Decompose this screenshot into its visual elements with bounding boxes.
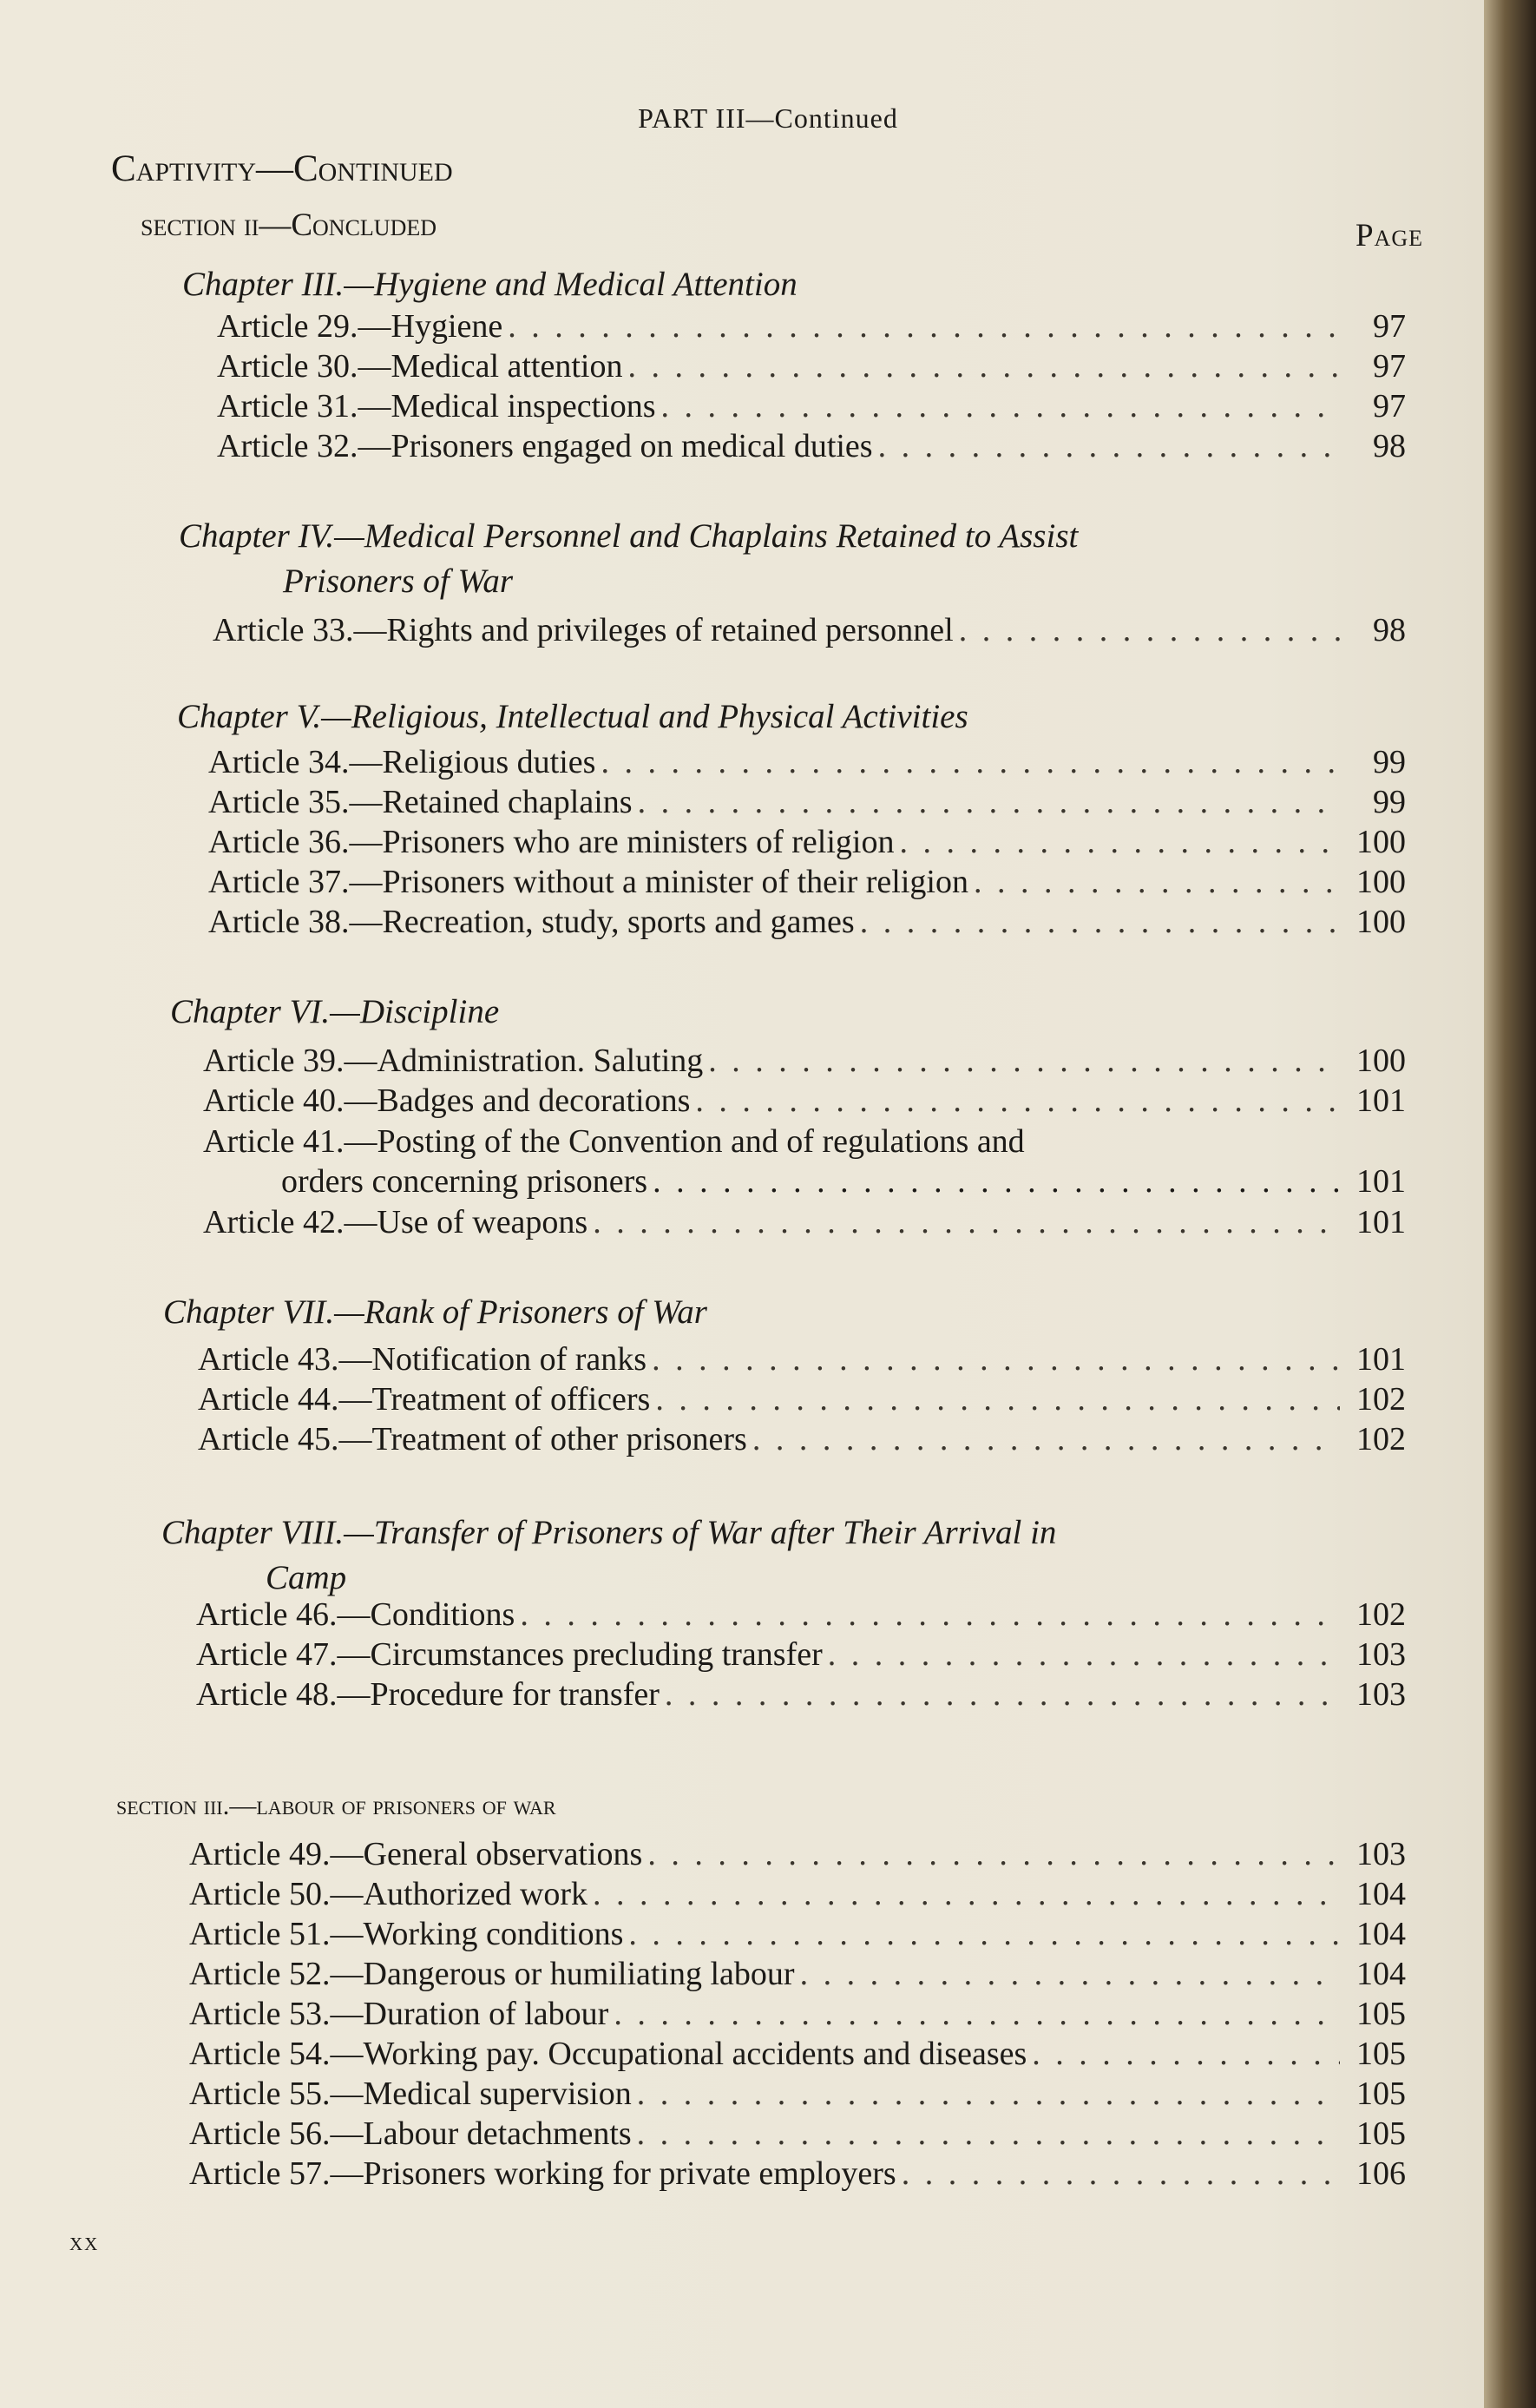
toc-entry[interactable]	[208, 823, 1406, 863]
entry-label: Article 31.—Medical inspections	[217, 388, 656, 424]
leader-dots	[508, 307, 1340, 345]
entry-page: 100	[1356, 1043, 1406, 1079]
toc-entry[interactable]	[208, 863, 1406, 903]
entry-label: Article 40.—Badges and decorations	[203, 1082, 691, 1119]
toc-entry[interactable]	[213, 611, 1406, 651]
toc-entry[interactable]	[217, 427, 1406, 467]
entry-page: 99	[1373, 744, 1406, 780]
entry-page: 101	[1356, 1163, 1406, 1200]
entry-label: Article 48.—Procedure for transfer	[196, 1676, 660, 1713]
chapter-heading: Chapter VI.—Discipline	[170, 993, 500, 1030]
toc-entry[interactable]	[203, 1203, 1406, 1243]
entry-page: 102	[1356, 1421, 1406, 1457]
toc-entry[interactable]	[189, 1915, 1406, 1955]
entry-page: 101	[1356, 1082, 1406, 1119]
entry-label: Article 32.—Prisoners engaged on medical duties	[217, 428, 873, 464]
page-folio: xx	[69, 2227, 100, 2256]
entry-page: 97	[1373, 308, 1406, 345]
chapter-heading	[161, 1510, 1056, 1601]
entry-page: 104	[1356, 1916, 1406, 1952]
leader-dots	[665, 1675, 1340, 1714]
leader-dots	[637, 2075, 1340, 2113]
leader-dots	[974, 863, 1340, 901]
leader-dots	[638, 783, 1340, 821]
entry-label: Article 36.—Prisoners who are ministers of religion	[208, 824, 895, 860]
entry-page: 97	[1373, 388, 1406, 424]
entry-page: 98	[1373, 428, 1406, 464]
toc-entry[interactable]	[189, 1995, 1406, 2035]
leader-dots	[899, 823, 1340, 861]
book-spine	[1484, 0, 1536, 2408]
entry-page: 102	[1356, 1596, 1406, 1633]
leader-dots	[614, 1995, 1340, 2033]
leader-dots	[593, 1203, 1340, 1241]
leader-dots	[652, 1340, 1340, 1378]
entry-label: Article 42.—Use of weapons	[203, 1204, 588, 1240]
entry-label: Article 39.—Administration. Saluting	[203, 1043, 704, 1079]
entry-label: Article 53.—Duration of labour	[189, 1996, 609, 2032]
toc-entry[interactable]	[208, 783, 1406, 823]
toc-entry[interactable]	[217, 347, 1406, 387]
toc-entry[interactable]	[217, 387, 1406, 427]
entry-label: Article 33.—Rights and privileges of retained personnel	[213, 612, 954, 648]
entry-label: Article 45.—Treatment of other prisoners	[198, 1421, 747, 1457]
entry-page: 100	[1356, 864, 1406, 900]
entry-label: Article 34.—Religious duties	[208, 744, 596, 780]
toc-entry[interactable]	[203, 1082, 1406, 1122]
chapter-title-continued: Prisoners of War	[283, 563, 514, 600]
toc-entry[interactable]	[189, 2075, 1406, 2115]
entry-label: Article 57.—Prisoners working for private employers	[189, 2155, 896, 2192]
toc-entry[interactable]	[189, 2115, 1406, 2155]
entry-label: Article 29.—Hygiene	[217, 308, 503, 345]
section-iii-heading: section iii.—labour of prisoners of war	[116, 1790, 556, 1820]
toc-entry[interactable]	[203, 1042, 1406, 1082]
chapter-heading	[179, 514, 1078, 604]
toc-entry[interactable]	[189, 1835, 1406, 1875]
leader-dots	[708, 1042, 1340, 1080]
entry-page: 103	[1356, 1676, 1406, 1713]
leader-dots	[520, 1595, 1340, 1634]
toc-entry[interactable]	[189, 2155, 1406, 2194]
entry-page: 101	[1356, 1341, 1406, 1378]
leader-dots	[628, 1915, 1340, 1953]
toc-entry[interactable]	[198, 1380, 1406, 1420]
entry-page: 105	[1356, 2076, 1406, 2112]
toc-entry[interactable]	[198, 1420, 1406, 1460]
entry-page: 98	[1373, 612, 1406, 648]
entry-label: Article 47.—Circumstances precluding transfer	[196, 1636, 823, 1673]
entry-label: Article 51.—Working conditions	[189, 1916, 624, 1952]
toc-entry[interactable]	[196, 1635, 1406, 1675]
leader-dots	[695, 1082, 1340, 1120]
leader-dots	[647, 1835, 1340, 1873]
entry-label: Article 35.—Retained chaplains	[208, 784, 633, 820]
toc-entry[interactable]	[196, 1595, 1406, 1635]
leader-dots	[959, 611, 1340, 649]
entry-page: 100	[1356, 904, 1406, 940]
toc-entry[interactable]	[189, 2035, 1406, 2075]
toc-entry[interactable]	[208, 743, 1406, 783]
leader-dots	[593, 1875, 1340, 1913]
chapter-title: Chapter VIII.—Transfer of Prisoners of War after Their Arrival in	[161, 1514, 1057, 1551]
entry-label: Article 30.—Medical attention	[217, 348, 623, 385]
toc-entry[interactable]	[217, 307, 1406, 347]
entry-page: 104	[1356, 1876, 1406, 1912]
entry-label: Article 38.—Recreation, study, sports and games	[208, 904, 855, 940]
leader-dots	[878, 427, 1340, 465]
toc-entry[interactable]	[198, 1340, 1406, 1380]
entry-page: 105	[1356, 1996, 1406, 2032]
toc-entry[interactable]	[189, 1955, 1406, 1995]
leader-dots	[601, 743, 1340, 781]
part-heading: Captivity—Continued	[111, 148, 453, 189]
entry-label-continued: orders concerning prisoners	[281, 1163, 648, 1200]
toc-entry[interactable]	[189, 1875, 1406, 1915]
toc-entry[interactable]	[203, 1122, 1406, 1201]
toc-entry[interactable]	[196, 1675, 1406, 1715]
entry-page: 103	[1356, 1636, 1406, 1673]
entry-page: 101	[1356, 1204, 1406, 1240]
part-title: PART III—Continued	[638, 102, 898, 134]
entry-page: 104	[1356, 1956, 1406, 1992]
toc-entry[interactable]	[208, 903, 1406, 943]
entry-label: Article 52.—Dangerous or humiliating labour	[189, 1956, 795, 1992]
entry-label: Article 43.—Notification of ranks	[198, 1341, 647, 1378]
entry-page: 100	[1356, 824, 1406, 860]
entry-label-continued-row	[203, 1161, 1406, 1201]
chapter-heading: Chapter V.—Religious, Intellectual and Physical Activities	[177, 698, 968, 735]
entry-label: Article 41.—Posting of the Convention and of regulations and	[203, 1123, 1025, 1160]
leader-dots	[1032, 2035, 1340, 2073]
chapter-heading: Chapter VII.—Rank of Prisoners of War	[163, 1293, 707, 1331]
entry-page: 102	[1356, 1381, 1406, 1418]
entry-label: Article 49.—General observations	[189, 1836, 643, 1872]
entry-page: 105	[1356, 2115, 1406, 2152]
entry-page: 97	[1373, 348, 1406, 385]
entry-label: Article 54.—Working pay. Occupational accidents and diseases	[189, 2036, 1027, 2072]
section-ii-heading: section ii—Concluded	[141, 207, 437, 243]
page-column-label: Page	[1355, 218, 1423, 253]
leader-dots	[752, 1420, 1340, 1458]
entry-label: Article 44.—Treatment of officers	[198, 1381, 651, 1418]
entry-page: 106	[1356, 2155, 1406, 2192]
leader-dots	[828, 1635, 1340, 1674]
leader-dots	[627, 347, 1340, 385]
leader-dots	[661, 387, 1341, 425]
entry-label: Article 46.—Conditions	[196, 1596, 515, 1633]
leader-dots	[637, 2115, 1340, 2153]
chapter-title-continued: Camp	[266, 1559, 347, 1596]
chapter-title: Chapter IV.—Medical Personnel and Chaplains Retained to Assist	[179, 517, 1079, 555]
leader-dots	[902, 2155, 1340, 2193]
leader-dots	[653, 1161, 1340, 1201]
entry-label: Article 50.—Authorized work	[189, 1876, 588, 1912]
leader-dots	[655, 1380, 1340, 1418]
chapter-heading: Chapter III.—Hygiene and Medical Attention	[182, 266, 798, 303]
leader-dots	[860, 903, 1340, 941]
entry-page: 105	[1356, 2036, 1406, 2072]
entry-page: 99	[1373, 784, 1406, 820]
entry-label: Article 56.—Labour detachments	[189, 2115, 632, 2152]
leader-dots	[800, 1955, 1340, 1993]
entry-page: 103	[1356, 1836, 1406, 1872]
entry-label: Article 37.—Prisoners without a minister of their religion	[208, 864, 968, 900]
entry-label: Article 55.—Medical supervision	[189, 2076, 632, 2112]
